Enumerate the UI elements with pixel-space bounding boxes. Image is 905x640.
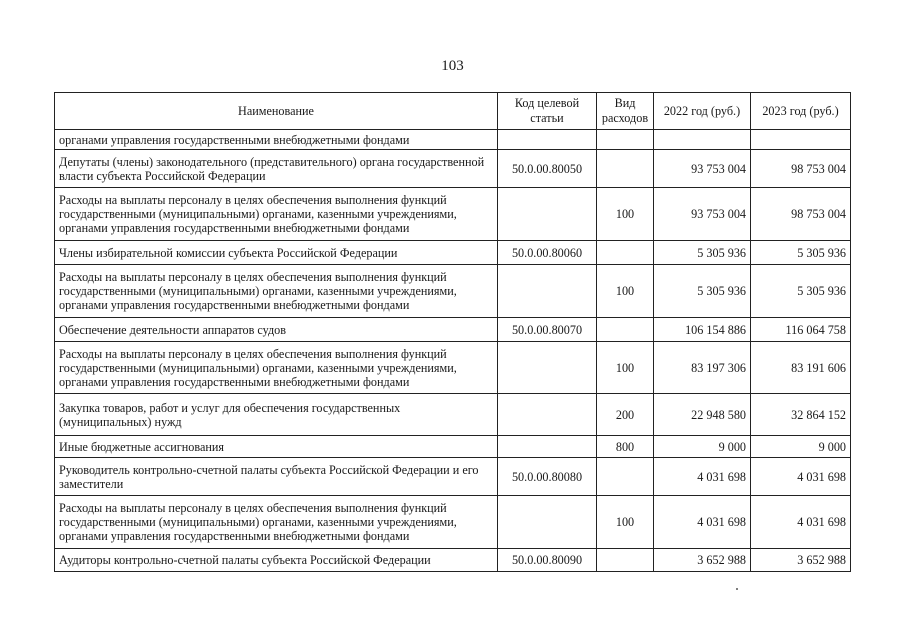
table-row bbox=[55, 318, 851, 342]
table-header bbox=[55, 93, 851, 130]
row-amount-2022: 5 305 936 bbox=[654, 265, 751, 318]
row-amount-2023 bbox=[751, 130, 851, 150]
row-kind bbox=[597, 150, 654, 188]
table-row bbox=[55, 265, 851, 318]
row-amount-2023: 98 753 004 bbox=[751, 150, 851, 188]
column-header-name: Наименование bbox=[55, 93, 498, 130]
table-row bbox=[55, 458, 851, 496]
row-kind: 100 bbox=[597, 265, 654, 318]
row-amount-2022: 93 753 004 bbox=[654, 188, 751, 241]
row-amount-2023: 5 305 936 bbox=[751, 241, 851, 265]
row-amount-2022: 22 948 580 bbox=[654, 394, 751, 436]
row-amount-2022: 83 197 306 bbox=[654, 342, 751, 394]
row-amount-2022 bbox=[654, 130, 751, 150]
row-code: 50.0.00.80090 bbox=[498, 549, 597, 572]
row-amount-2023: 4 031 698 bbox=[751, 458, 851, 496]
scan-speck bbox=[736, 588, 738, 590]
row-amount-2022: 4 031 698 bbox=[654, 496, 751, 549]
row-name: Члены избирательной комиссии субъекта Российской Федерации bbox=[55, 241, 498, 265]
row-code bbox=[498, 394, 597, 436]
column-header-2022: 2022 год (руб.) bbox=[654, 93, 751, 130]
row-amount-2023: 4 031 698 bbox=[751, 496, 851, 549]
row-kind bbox=[597, 130, 654, 150]
row-name: Депутаты (члены) законодательного (представительного) органа государственной власти субъекта Российской Федерации bbox=[55, 150, 498, 188]
row-amount-2023: 32 864 152 bbox=[751, 394, 851, 436]
row-code bbox=[498, 436, 597, 458]
table-row bbox=[55, 150, 851, 188]
row-kind bbox=[597, 549, 654, 572]
row-code bbox=[498, 496, 597, 549]
row-kind: 100 bbox=[597, 188, 654, 241]
row-name: Аудиторы контрольно-счетной палаты субъекта Российской Федерации bbox=[55, 549, 498, 572]
row-code: 50.0.00.80060 bbox=[498, 241, 597, 265]
row-amount-2022: 9 000 bbox=[654, 436, 751, 458]
table-row bbox=[55, 549, 851, 572]
row-kind bbox=[597, 241, 654, 265]
row-kind bbox=[597, 458, 654, 496]
table-row bbox=[55, 188, 851, 241]
row-name: органами управления государственными внебюджетными фондами bbox=[55, 130, 498, 150]
row-name: Закупка товаров, работ и услуг для обеспечения государственных (муниципальных) нужд bbox=[55, 394, 498, 436]
row-code bbox=[498, 130, 597, 150]
budget-table bbox=[54, 92, 851, 572]
row-name: Расходы на выплаты персоналу в целях обеспечения выполнения функций государственными (муниципальными) органами, казенными учреждениями, органами управления государственными внебюджетными фондами bbox=[55, 265, 498, 318]
column-header-2023: 2023 год (руб.) bbox=[751, 93, 851, 130]
row-amount-2023: 9 000 bbox=[751, 436, 851, 458]
row-amount-2022: 3 652 988 bbox=[654, 549, 751, 572]
column-header-code: Код целевой статьи bbox=[498, 93, 597, 130]
row-kind bbox=[597, 318, 654, 342]
table-row bbox=[55, 241, 851, 265]
table-row bbox=[55, 394, 851, 436]
table-body bbox=[55, 130, 851, 572]
row-amount-2023: 116 064 758 bbox=[751, 318, 851, 342]
row-amount-2022: 5 305 936 bbox=[654, 241, 751, 265]
row-kind: 100 bbox=[597, 342, 654, 394]
row-name: Расходы на выплаты персоналу в целях обеспечения выполнения функций государственными (муниципальными) органами, казенными учреждениями, органами управления государственными внебюджетными фондами bbox=[55, 496, 498, 549]
row-code: 50.0.00.80070 bbox=[498, 318, 597, 342]
row-code: 50.0.00.80050 bbox=[498, 150, 597, 188]
row-amount-2022: 106 154 886 bbox=[654, 318, 751, 342]
row-amount-2022: 4 031 698 bbox=[654, 458, 751, 496]
row-name: Иные бюджетные ассигнования bbox=[55, 436, 498, 458]
row-code bbox=[498, 188, 597, 241]
row-amount-2022: 93 753 004 bbox=[654, 150, 751, 188]
table-row bbox=[55, 436, 851, 458]
table-row bbox=[55, 130, 851, 150]
row-name: Обеспечение деятельности аппаратов судов bbox=[55, 318, 498, 342]
header-row bbox=[55, 93, 851, 130]
row-kind: 200 bbox=[597, 394, 654, 436]
row-amount-2023: 83 191 606 bbox=[751, 342, 851, 394]
row-name: Расходы на выплаты персоналу в целях обеспечения выполнения функций государственными (муниципальными) органами, казенными учреждениями, органами управления государственными внебюджетными фондами bbox=[55, 188, 498, 241]
column-header-kind: Вид расходов bbox=[597, 93, 654, 130]
row-kind: 800 bbox=[597, 436, 654, 458]
row-code bbox=[498, 342, 597, 394]
row-code: 50.0.00.80080 bbox=[498, 458, 597, 496]
row-amount-2023: 98 753 004 bbox=[751, 188, 851, 241]
row-amount-2023: 5 305 936 bbox=[751, 265, 851, 318]
table-row bbox=[55, 496, 851, 549]
row-kind: 100 bbox=[597, 496, 654, 549]
row-code bbox=[498, 265, 597, 318]
row-amount-2023: 3 652 988 bbox=[751, 549, 851, 572]
page-number: 103 bbox=[441, 58, 464, 74]
row-name: Расходы на выплаты персоналу в целях обеспечения выполнения функций государственными (муниципальными) органами, казенными учреждениями, органами управления государственными внебюджетными фондами bbox=[55, 342, 498, 394]
row-name: Руководитель контрольно-счетной палаты субъекта Российской Федерации и его заместители bbox=[55, 458, 498, 496]
table-row bbox=[55, 342, 851, 394]
